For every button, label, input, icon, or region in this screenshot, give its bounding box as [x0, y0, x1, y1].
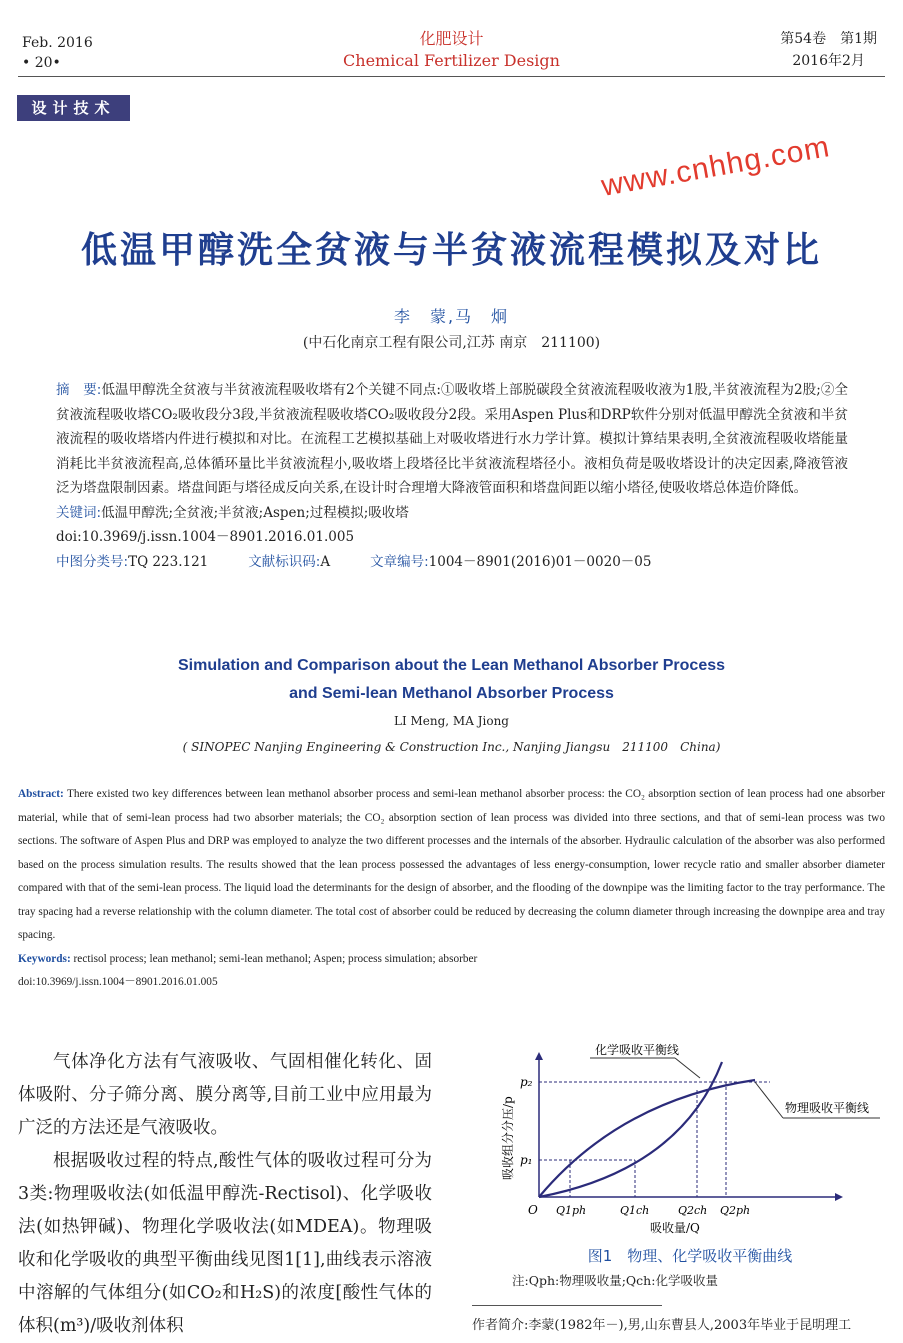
- clc: TQ 223.121: [128, 553, 209, 570]
- guide-lines: [539, 1082, 770, 1197]
- header-rule: [18, 76, 885, 77]
- footnote-rule: [472, 1305, 662, 1306]
- authors: 李 蒙,马 炯: [393, 307, 510, 326]
- q1ph-label: Q1ph: [556, 1204, 587, 1217]
- article-no-label: 文章编号:: [370, 553, 429, 570]
- x-axis-label: 吸收量/Q: [650, 1221, 700, 1235]
- cn-abstract: [56, 378, 848, 574]
- keywords-label: 关键词:: [56, 504, 102, 521]
- journal-name-en: Chemical Fertilizer Design: [343, 51, 560, 70]
- origin-label: O: [528, 1203, 538, 1217]
- header-left: [22, 33, 93, 73]
- article-title: 低温甲醇洗全贫液与半贫液流程模拟及对比: [80, 230, 822, 271]
- y-arrow-icon: [535, 1052, 543, 1060]
- body-text: [18, 1046, 432, 1343]
- paragraph: 根据吸收过程的特点,酸性气体的吸收过程可分为3类:物理吸收法(如低温甲醇洗-Rectisol)、化学吸收法(如热钾碱)、物理化学吸收法(如MDEA)。物理吸收和化学吸收的典型平衡曲线见图1[1],曲线表示溶液中溶解的气体组分(如CO₂和H₂S)的浓度[酸性气体的体积(m³)/吸收剂体积: [18, 1151, 432, 1336]
- q2ch-label: Q2ch: [678, 1204, 708, 1217]
- en-abstract-text: There existed two key differences between lean methanol absorber process and semi-lean methanol absorber process: the CO₂ absorption section of lean process had one absorber material, while that of semi-lean process had two absorber materials; the CO₂ absorption section of lean process was divided into three sections, and that of semi-lean process was two sections. The software of Aspen Plus and DRP was employed to analyze the two different processes and the internals of the absorber. Hydraulic calculation of the absorber was also performed based on the process simulation results. The results showed that the lean process possessed the advantages of less energy-consumption, lower recycle ratio and smaller absorber diameter compared with that of the semi-lean process. The liquid load the determinants for the design of absorber, and the flooding of the downpipe was the limiting factor to the tray performance. The tray spacing had a reverse relationship with the column diameter. The total cost of absorber could be reduced by decreasing the column diameter through increasing the downpipe area and tray spacing.: [18, 788, 886, 941]
- en-doi: doi:10.3969/j.issn.1004－8901.2016.01.005: [18, 976, 218, 988]
- p2-label: p₂: [520, 1075, 533, 1089]
- en-title: [0, 652, 903, 708]
- keywords: 低温甲醇洗;全贫液;半贫液;Aspen;过程模拟;吸收塔: [101, 504, 409, 521]
- q2ph-label: Q2ph: [720, 1204, 751, 1217]
- journal-name-cn: 化肥设计: [419, 29, 484, 48]
- article-no: 1004－8901(2016)01－0020－05: [428, 553, 652, 570]
- en-keywords: rectisol process; lean methanol; semi-lean methanol; Aspen; process simulation; absorber: [73, 952, 478, 965]
- en-title-line1: Simulation and Comparison about the Lean Methanol Absorber Process: [177, 657, 726, 674]
- phys-curve-label: 物理吸收平衡线: [785, 1101, 870, 1115]
- figure-caption: 图1 物理、化学吸收平衡曲线: [587, 1247, 793, 1265]
- y-axis-label: 吸收组分分压/p: [501, 1096, 515, 1180]
- figure-equilibrium-curves: [490, 1030, 890, 1242]
- en-abstract-label: Abstract:: [18, 788, 64, 800]
- en-abstract: [18, 783, 885, 995]
- author-bio: 作者简介:李蒙(1982年－),男,山东曹县人,2003年毕业于昆明理工: [472, 1318, 852, 1333]
- en-affiliation: ( SINOPEC Nanjing Engineering & Construction Inc., Nanjing Jiangsu 211100 China): [182, 740, 721, 754]
- en-authors: LI Meng, MA Jiong: [393, 714, 509, 728]
- physical-curve: [539, 1080, 755, 1197]
- affiliation: (中石化南京工程有限公司,江苏 南京 211100): [302, 335, 601, 351]
- issue-date-en: Feb. 2016: [22, 35, 93, 51]
- doc-code: A: [320, 553, 331, 570]
- figure-note: 注:Qph:物理吸收量;Qch:化学吸收量: [512, 1273, 718, 1288]
- watermark: www.cnhhg.com: [598, 130, 833, 203]
- chem-curve-label: 化学吸收平衡线: [595, 1043, 680, 1057]
- clc-label: 中图分类号:: [56, 553, 129, 570]
- issue-date-cn: 2016年2月: [792, 53, 865, 69]
- page-number: • 20•: [22, 55, 61, 71]
- paragraph: 气体净化方法有气液吸收、气固相催化转化、固体吸附、分子筛分离、膜分离等,目前工业中应用最为广泛的方法还是气液吸收。: [18, 1052, 432, 1138]
- doi: doi:10.3969/j.issn.1004－8901.2016.01.005: [56, 529, 355, 545]
- header-right: [780, 28, 877, 72]
- x-arrow-icon: [835, 1193, 843, 1201]
- section-tag: 设计技术: [17, 95, 130, 121]
- abstract-label: 摘 要:: [56, 382, 102, 398]
- q1ch-label: Q1ch: [620, 1204, 650, 1217]
- volume: 第54卷 第1期: [780, 31, 877, 47]
- doc-code-label: 文献标识码:: [248, 553, 321, 570]
- abstract-text: 低温甲醇洗全贫液与半贫液流程吸收塔有2个关键不同点:①吸收塔上部脱碳段全贫液流程吸收液为1股,半贫液流程为2股;②全贫液流程吸收塔CO₂吸收段分3段,半贫液流程吸收塔CO₂吸收段分2段。采用Aspen Plus和DRP软件分别对低温甲醇洗全贫液和半贫液流程的吸收塔塔内件进行模拟和对比。在流程工艺模拟基础上对吸收塔进行水力学计算。模拟计算结果表明,全贫液流程吸收塔能量消耗比半贫液流程高,总体循环量比半贫液流程小,吸收塔上段塔径比半贫液流程塔径小。液相负荷是吸收塔设计的决定因素,降液管液泛为塔盘限制因素。塔盘间距与塔径成反向关系,在设计时合理增大降液管面积和塔盘间距以缩小塔径,使吸收塔总体造价降低。: [56, 382, 848, 496]
- en-keywords-label: Keywords:: [18, 952, 71, 965]
- p1-label: p₁: [520, 1153, 533, 1167]
- en-title-line2: and Semi-lean Methanol Absorber Process: [289, 685, 614, 702]
- journal-name: [280, 26, 623, 70]
